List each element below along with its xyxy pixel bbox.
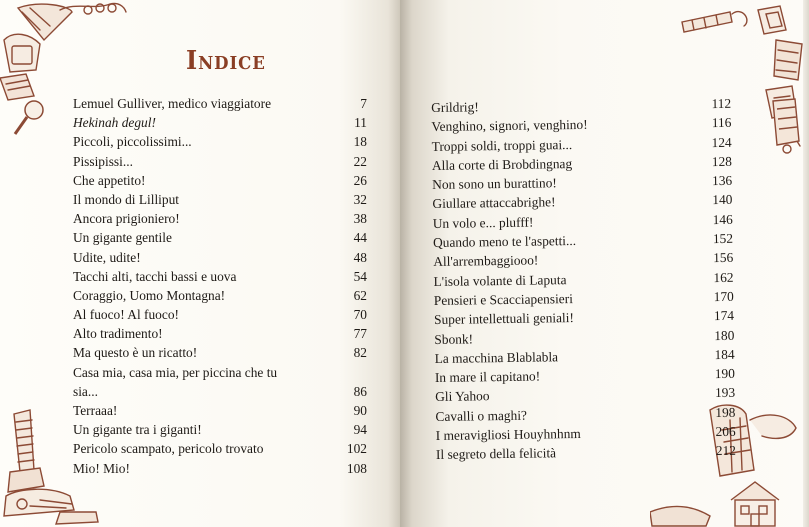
toc-entry-page: 146 (712, 211, 733, 227)
toc-entry (73, 171, 367, 190)
toc-entry (73, 190, 367, 209)
toc-entry-title: Non sono un burattino! (432, 175, 557, 193)
toc-entry-page: 170 (713, 288, 734, 305)
toc-entry-page: 82 (353, 345, 367, 361)
toc-entry (73, 286, 367, 305)
toc-entry-page: 62 (353, 287, 367, 303)
house-icon (725, 478, 785, 527)
toc-entry-title: Grildrig! (431, 99, 479, 115)
toc-entry-title: Al fuoco! Al fuoco! (73, 307, 179, 323)
toc-entry-title: Casa mia, casa mia, per piccina che tu sia... (73, 364, 278, 399)
toc-entry-title: Un gigante tra i giganti! (73, 422, 202, 438)
toc-entry-title: Gli Yahoo (435, 388, 490, 405)
toc-entry-page: 180 (714, 327, 735, 343)
toc-entry-page: 102 (346, 441, 367, 457)
toc-entry-title: Un gigante gentile (73, 230, 172, 246)
toc-entry-page: 44 (353, 230, 367, 246)
toc-entry-page: 184 (714, 346, 735, 362)
toc-entry-page: 90 (353, 403, 367, 419)
toc-entry-title: Cavalli o maghi? (435, 407, 528, 424)
toc-entry-title: Terraaa! (73, 403, 118, 419)
toc-entry-title: Venghino, signori, venghino! (431, 117, 588, 135)
toc-entry-page: 116 (711, 115, 732, 131)
toc-entry-title: Hekinah degul! (73, 115, 156, 131)
toc-left-list (73, 94, 367, 478)
toc-entry (73, 343, 367, 362)
toc-entry-page: 77 (353, 326, 367, 342)
toc-entry-page: 124 (711, 134, 732, 150)
toc-entry (73, 228, 367, 247)
toc-entry-page: 174 (713, 308, 735, 324)
magnifying-glass-icon (12, 98, 50, 138)
toc-entry-page: 22 (353, 153, 367, 169)
toc-entry (73, 267, 367, 286)
toc-entry-title: Il mondo di Lilliput (73, 191, 180, 207)
toc-entry (73, 248, 367, 267)
toc-entry-page: 94 (353, 422, 367, 438)
toc-entry-title: Pissipissi... (73, 153, 133, 169)
toc-entry (73, 401, 367, 420)
toc-entry-title: Alla corte di Brobdingnag (431, 155, 573, 173)
page-edge (803, 0, 809, 527)
toc-entry-page: 198 (715, 404, 736, 420)
toc-entry-page: 162 (713, 269, 734, 285)
toc-entry (73, 459, 367, 478)
toc-entry (73, 363, 367, 401)
toc-entry-title: Super intellettuali geniali! (433, 310, 575, 328)
toc-entry-title: Coraggio, Uomo Montagna! (73, 287, 226, 303)
toc-entry-title: Lemuel Gulliver, medico viaggiatore (73, 96, 272, 111)
toc-entry-title: La macchina Blablabla (434, 349, 559, 366)
toc-entry-title: In mare il capitano! (434, 368, 541, 386)
toc-entry-page: 152 (712, 230, 734, 247)
toc-entry (73, 305, 367, 324)
toc-entry-page: 136 (711, 172, 733, 189)
toc-entry-title: Troppi soldi, troppi guai... (431, 136, 573, 154)
toc-entry-title: Tacchi alti, tacchi bassi e uova (73, 268, 237, 284)
toc-entry-title: Il segreto della felicità (435, 445, 557, 463)
toc-entry-title: All'arrembaggiooo! (433, 252, 539, 270)
toc-entry-page: 140 (712, 192, 733, 208)
toc-entry-title: L'isola volante di Laputa (433, 271, 567, 289)
toc-entry-page: 70 (353, 307, 367, 323)
toc-entry-page: 86 (353, 383, 367, 399)
toc-entry-page: 7 (360, 96, 367, 111)
toc-entry-title: Un volo e... plufff! (432, 214, 534, 231)
toc-entry (73, 324, 367, 343)
toc-entry (73, 439, 367, 458)
toc-entry-page: 112 (711, 95, 732, 112)
left-page (0, 0, 400, 527)
toc-entry-title: I meravigliosi Houyhnhnm (435, 425, 581, 444)
toc-entry-title: Mio! Mio! (73, 460, 130, 476)
toc-entry-page: 54 (353, 268, 367, 284)
toc-entry-title: Udite, udite! (73, 249, 141, 265)
toc-entry-page: 32 (353, 191, 367, 207)
toc-entry (73, 420, 367, 439)
toc-entry (73, 152, 367, 171)
toc-entry-title: Che appetito! (73, 172, 146, 188)
toc-entry-page: 128 (711, 153, 733, 169)
toc-entry-title: Ma questo è un ricatto! (73, 345, 198, 361)
toc-entry-page: 193 (714, 385, 736, 401)
toc-entry (73, 94, 367, 113)
toc-right-list (431, 94, 736, 465)
toc-entry (73, 209, 367, 228)
toc-entry-page: 108 (346, 460, 367, 476)
toc-entry-page: 38 (353, 211, 367, 227)
toc-entry-page: 26 (353, 172, 367, 188)
toc-entry-title: Pericolo scampato, pericolo trovato (73, 441, 264, 457)
toc-entry-title: Sbonk! (434, 330, 474, 347)
page-title: Indice (186, 46, 266, 76)
toc-entry (73, 113, 367, 132)
toc-entry-title: Piccoli, piccolissimi... (73, 134, 192, 150)
toc-entry-title: Alto tradimento! (73, 326, 163, 342)
toc-entry-page: 48 (353, 249, 367, 265)
toc-entry-page: 206 (715, 423, 736, 440)
toc-entry-title: Ancora prigioniero! (73, 211, 180, 227)
toc-entry-title: Giullare attaccabrighe! (432, 194, 556, 212)
toc-entry-page: 190 (714, 365, 735, 382)
toc-entry-page: 11 (354, 115, 367, 131)
toc-entry-title: Pensieri e Scacciapensieri (433, 291, 573, 308)
toc-entry-page: 156 (713, 250, 734, 266)
toc-entry-title: Quando meno te l'aspetti... (432, 233, 577, 251)
toc-entry (73, 132, 367, 151)
toc-entry-page: 212 (715, 443, 737, 459)
toc-entry-page: 18 (353, 134, 367, 150)
